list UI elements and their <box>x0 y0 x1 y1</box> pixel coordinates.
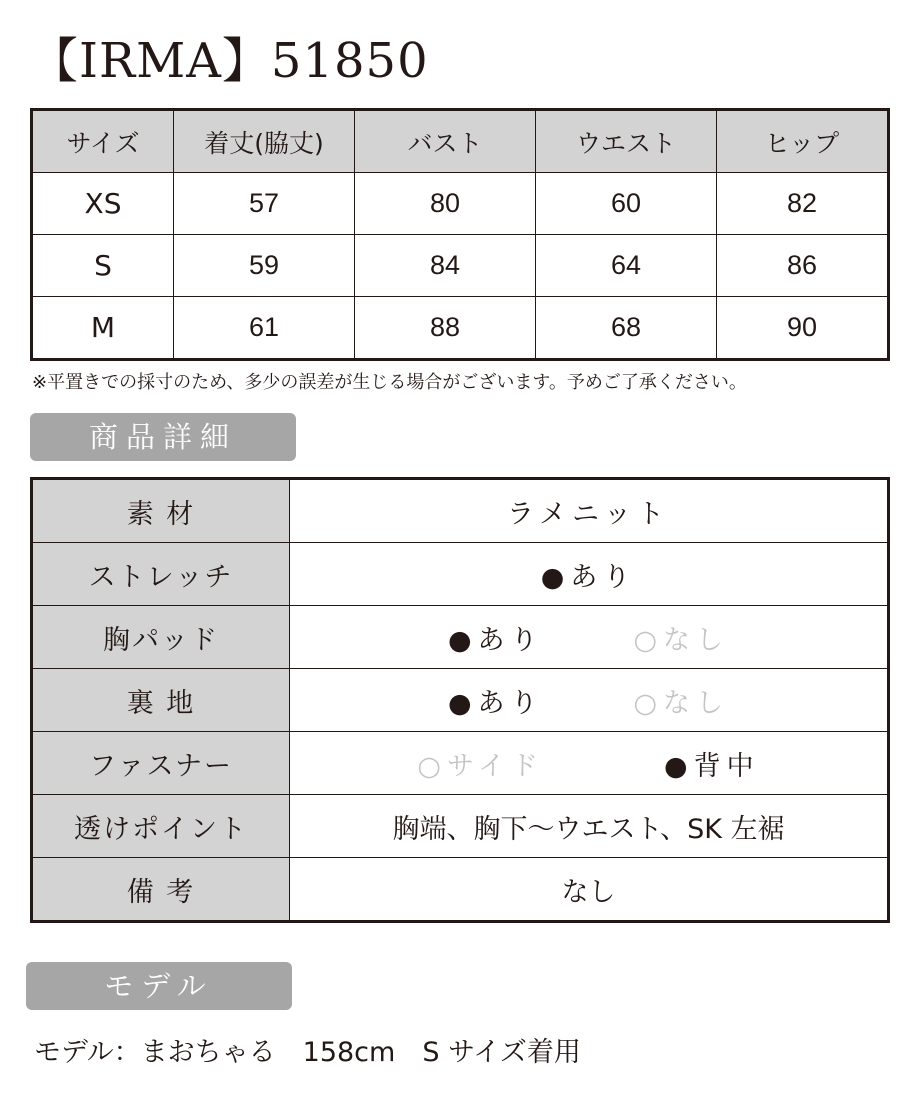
model-info: モデル：まおちゃる 158cm S サイズ着用 <box>34 1037 581 1068</box>
fastener-option-back: ●背中 <box>664 750 760 782</box>
size-table <box>30 108 890 361</box>
stretch-label: ストレッチ <box>32 543 290 606</box>
fastener-row <box>32 732 889 795</box>
size-label: S <box>32 235 174 297</box>
bust-value: 88 <box>355 297 536 360</box>
header-bust: バスト <box>355 110 536 173</box>
length-value: 57 <box>174 173 355 235</box>
size-label: XS <box>32 173 174 235</box>
header-waist: ウエスト <box>536 110 717 173</box>
table-row <box>32 297 889 360</box>
remarks-value: なし <box>290 858 889 922</box>
lining-label: 裏 地 <box>32 669 290 732</box>
chest-pad-value <box>290 606 889 669</box>
product-title: 【IRMA】51850 <box>30 33 429 89</box>
material-row <box>32 479 889 543</box>
material-label: 素 材 <box>32 479 290 543</box>
sheer-row <box>32 795 889 858</box>
measurement-note: ※平置きでの採寸のため、多少の誤差が生じる場合がございます。予めご了承ください。 <box>32 372 747 393</box>
header-size: サイズ <box>32 110 174 173</box>
lining-option-no: ○なし <box>633 687 730 719</box>
model-section-label: モデル <box>26 962 292 1010</box>
table-row <box>32 235 889 297</box>
hip-value: 82 <box>717 173 889 235</box>
header-length: 着丈(脇丈) <box>174 110 355 173</box>
details-section-label: 商品詳細 <box>30 413 296 461</box>
chest-pad-option-yes: ●あり <box>447 624 544 656</box>
fastener-option-side: ○サイド <box>417 750 545 782</box>
sheer-value: 胸端、胸下〜ウエスト、SK 左裾 <box>290 795 889 858</box>
waist-value: 68 <box>536 297 717 360</box>
table-row <box>32 173 889 235</box>
remarks-label: 備 考 <box>32 858 290 922</box>
bust-value: 84 <box>355 235 536 297</box>
header-hip: ヒップ <box>717 110 889 173</box>
size-table-header <box>32 110 889 173</box>
details-table <box>30 477 890 923</box>
fastener-label: ファスナー <box>32 732 290 795</box>
size-label: M <box>32 297 174 360</box>
material-value <box>290 479 889 543</box>
stretch-row <box>32 543 889 606</box>
chest-pad-row <box>32 606 889 669</box>
waist-value: 64 <box>536 235 717 297</box>
length-value: 61 <box>174 297 355 360</box>
length-value: 59 <box>174 235 355 297</box>
lining-row <box>32 669 889 732</box>
stretch-option-yes: ●あり <box>540 561 637 593</box>
chest-pad-label: 胸パッド <box>32 606 290 669</box>
material-text: ラメニット <box>506 498 671 530</box>
stretch-value <box>290 543 889 606</box>
fastener-value <box>290 732 889 795</box>
lining-option-yes: ●あり <box>447 687 544 719</box>
waist-value: 60 <box>536 173 717 235</box>
bust-value: 80 <box>355 173 536 235</box>
hip-value: 90 <box>717 297 889 360</box>
lining-value <box>290 669 889 732</box>
sheer-label: 透けポイント <box>32 795 290 858</box>
remarks-row <box>32 858 889 922</box>
chest-pad-option-no: ○なし <box>633 624 730 656</box>
hip-value: 86 <box>717 235 889 297</box>
